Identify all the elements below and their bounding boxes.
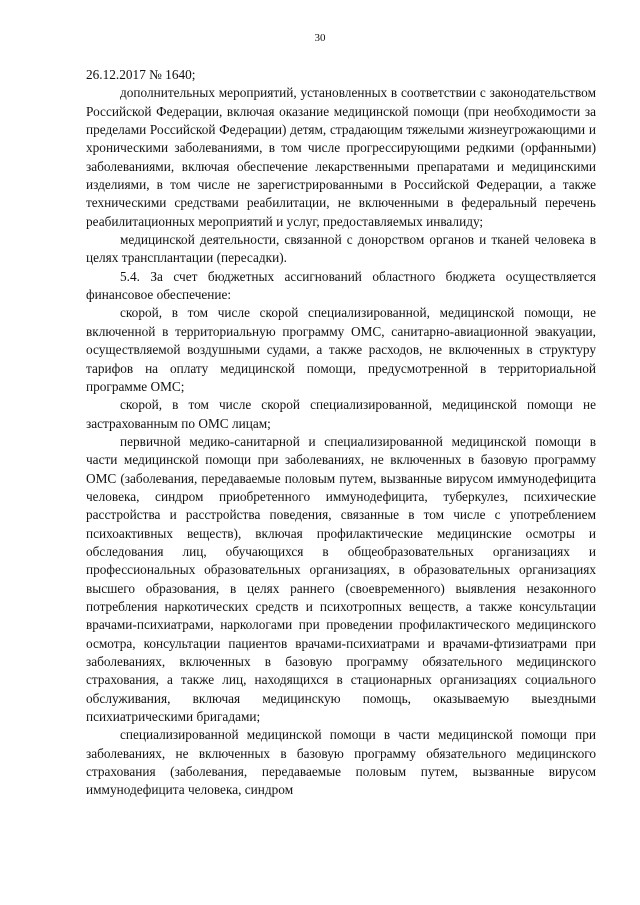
paragraph-order-reference: 26.12.2017 № 1640; xyxy=(86,67,196,82)
paragraph-additional-measures: дополнительных мероприятий, установленных в соответствии с законодательством Российской Федерации, включая оказание медицинской помощи (при необходимости за пределами Российской Федерации) детям, страдающим тяжелыми жизнеугрожающими и хроническими заболеваниями, в том числе прогрессирующими редкими (орфанными) заболеваниями, включая обеспечение лекарственными препаратами и медицинскими изделиями, в том числе не зарегистрированными в Российской Федерации, а также техническими средствами реабилитации, не включенными в федеральный перечень реабилитационных мероприятий и услуг, предоставляемых инвалиду; xyxy=(86,85,596,229)
paragraph-specialized-care: специализированной медицинской помощи в части медицинской помощи при заболеваниях, не включенных в базовую программу обязательного медицинского страхования (заболевания, передаваемые половым путем, вызванные вирусом иммунодефицита человека, синдром xyxy=(86,727,596,798)
document-body xyxy=(86,66,596,800)
paragraph-primary-care: первичной медико-санитарной и специализированной медицинской помощи в части медицинской помощи при заболеваниях, не включенных в базовую программу ОМС (заболевания, передаваемые половым путем, вызванные вирусом иммунодефицита человека, синдром приобретенного иммунодефицита, туберкулез, психические расстройства и расстройства поведения, связанные в том числе с употреблением психоактивных веществ), включая профилактические медицинские осмотры и обследования лиц, обучающихся в общеобразовательных организациях и профессиональных образовательных организациях, в образовательных организациях высшего образования, в целях раннего (своевременного) выявления незаконного потребления наркотических средств и психотропных веществ, а также консультации врачами-психиатрами, наркологами при проведении профилактического медицинского осмотра, консультации пациентов врачами-психиатрами и врачами-фтизиатрами при заболеваниях, включенных в базовую программу обязательного медицинского страхования, а также лиц, находящихся в стационарных организациях социального обслуживания, включая медицинскую помощь, оказываемую выездными психиатрическими бригадами; xyxy=(86,433,596,725)
page-number: 30 xyxy=(314,32,326,44)
paragraph-emergency-uninsured: скорой, в том числе скорой специализированной, медицинской помощи не застрахованным по ОМС лицам; xyxy=(86,397,596,431)
paragraph-section-5-4: 5.4. За счет бюджетных ассигнований областного бюджета осуществляется финансовое обеспечение: xyxy=(86,268,596,303)
paragraph-emergency-care: скорой, в том числе скорой специализированной, медицинской помощи, не включенной в территориальную программу ОМС, санитарно-авиационной эвакуации, осуществляемой воздушными судами, а также расходов, не включенных в структуру тарифов на оплату медицинской помощи, предусмотренной в территориальной программе ОМС; xyxy=(86,305,596,394)
paragraph-donor-activity: медицинской деятельности, связанной с донорством органов и тканей человека в целях трансплантации (пересадки). xyxy=(86,232,596,266)
